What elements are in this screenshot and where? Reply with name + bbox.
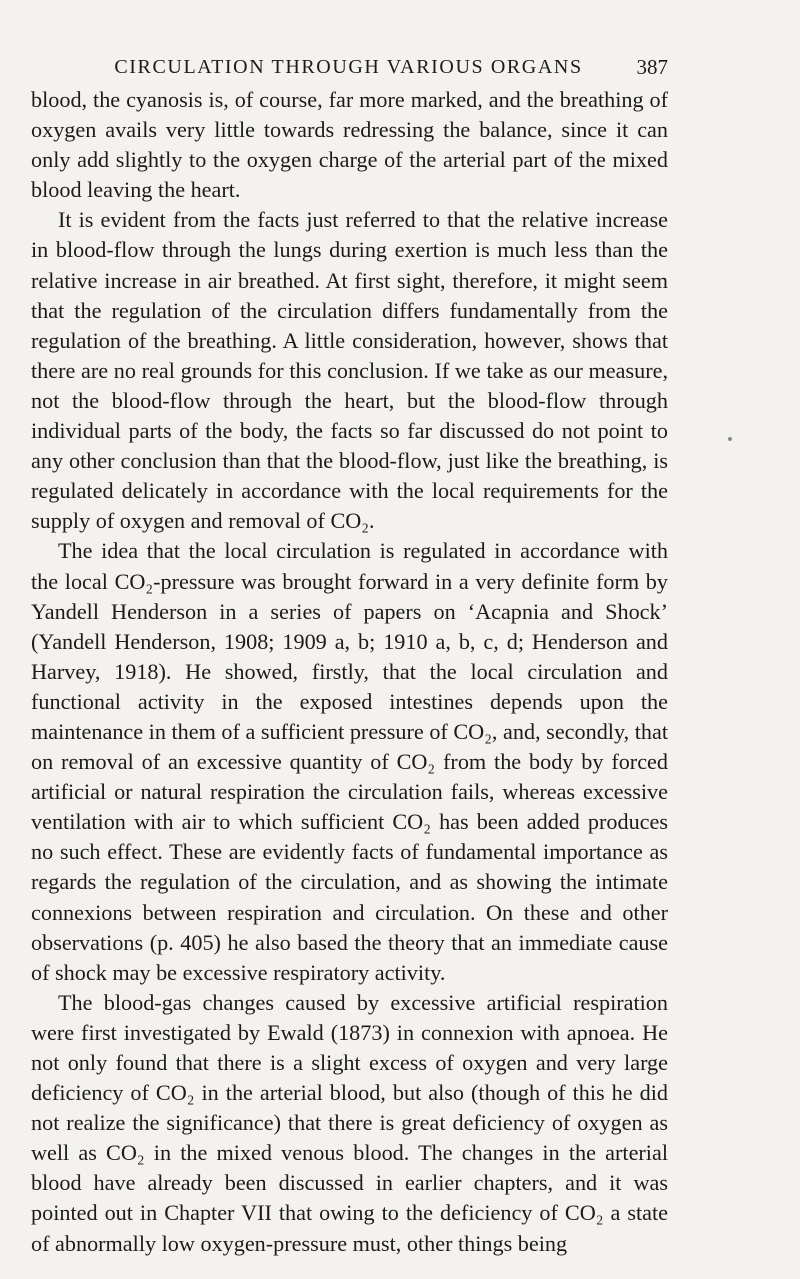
page-header [0, 50, 800, 84]
paragraph-acapnia-and-shock: The idea that the local circulation is regulated in accordance with the local CO₂-pressure was brought forward in a very definite form by Yandell Henderson in a series of papers on ‘Acapnia and Shock’ (Yandell Henderson, 1908; 1909 a, b; 1910 a, b, c, d; Henderson and Harvey, 1918). He showed, firstly, that the local circulation and functional activity in the exposed intestines depends upon the maintenance in them of a sufficient pressure of CO₂, and, secondly, that on removal of an excessive quantity of CO₂ from the body by forced artificial or natural respiration the circulation fails, whereas excessive ventilation with air to which sufficient CO₂ has been added produces no such effect. These are evidently facts of fundamental importance as regards the regulation of the circulation, and as showing the intimate connexions between respiration and circulation. On these and other observations (p. 405) he also based the theory that an immediate cause of shock may be excessive respiratory activity. [31, 538, 668, 985]
paragraph-blood-gas-changes: The blood-gas changes caused by excessive artificial respiration were first investigated by Ewald (1873) in connexion with apnoea. He not only found that there is a slight excess of oxygen and very large deficiency of CO₂ in the arterial blood, but also (though of this he did not realize the significance) that there is great deficiency of oxygen as well as CO₂ in the mixed venous blood. The changes in the arterial blood have already been discussed in earlier chapters, and it was pointed out in Chapter VII that owing to the deficiency of CO₂ a state of abnormally low oxygen-pressure must, other things being [31, 989, 668, 1256]
body-text [31, 85, 668, 1259]
page-number: 387 [636, 55, 668, 79]
print-speck [728, 437, 732, 441]
running-title: CIRCULATION THROUGH VARIOUS ORGANS [114, 56, 583, 78]
paragraph-continued: blood, the cyanosis is, of course, far more marked, and the breathing of oxygen avails very little towards redressing the balance, since it can only add slightly to the oxygen charge of the arterial part of the mixed blood leaving the heart. [31, 87, 668, 203]
paragraph-blood-flow-regulation: It is evident from the facts just referred to that the relative increase in blood-flow through the lungs during exertion is much less than the relative increase in air breathed. At first sight, therefore, it might seem that the regulation of the circulation differs fundamentally from the regulation of the breathing. A little consideration, however, shows that there are no real grounds for this conclusion. If we take as our measure, not the blood-flow through the heart, but the blood-flow through individual parts of the body, the facts so far discussed do not point to any other conclusion than that the blood-flow, just like the breathing, is regulated delicately in accordance with the local requirements for the supply of oxygen and removal of CO₂. [31, 207, 668, 534]
